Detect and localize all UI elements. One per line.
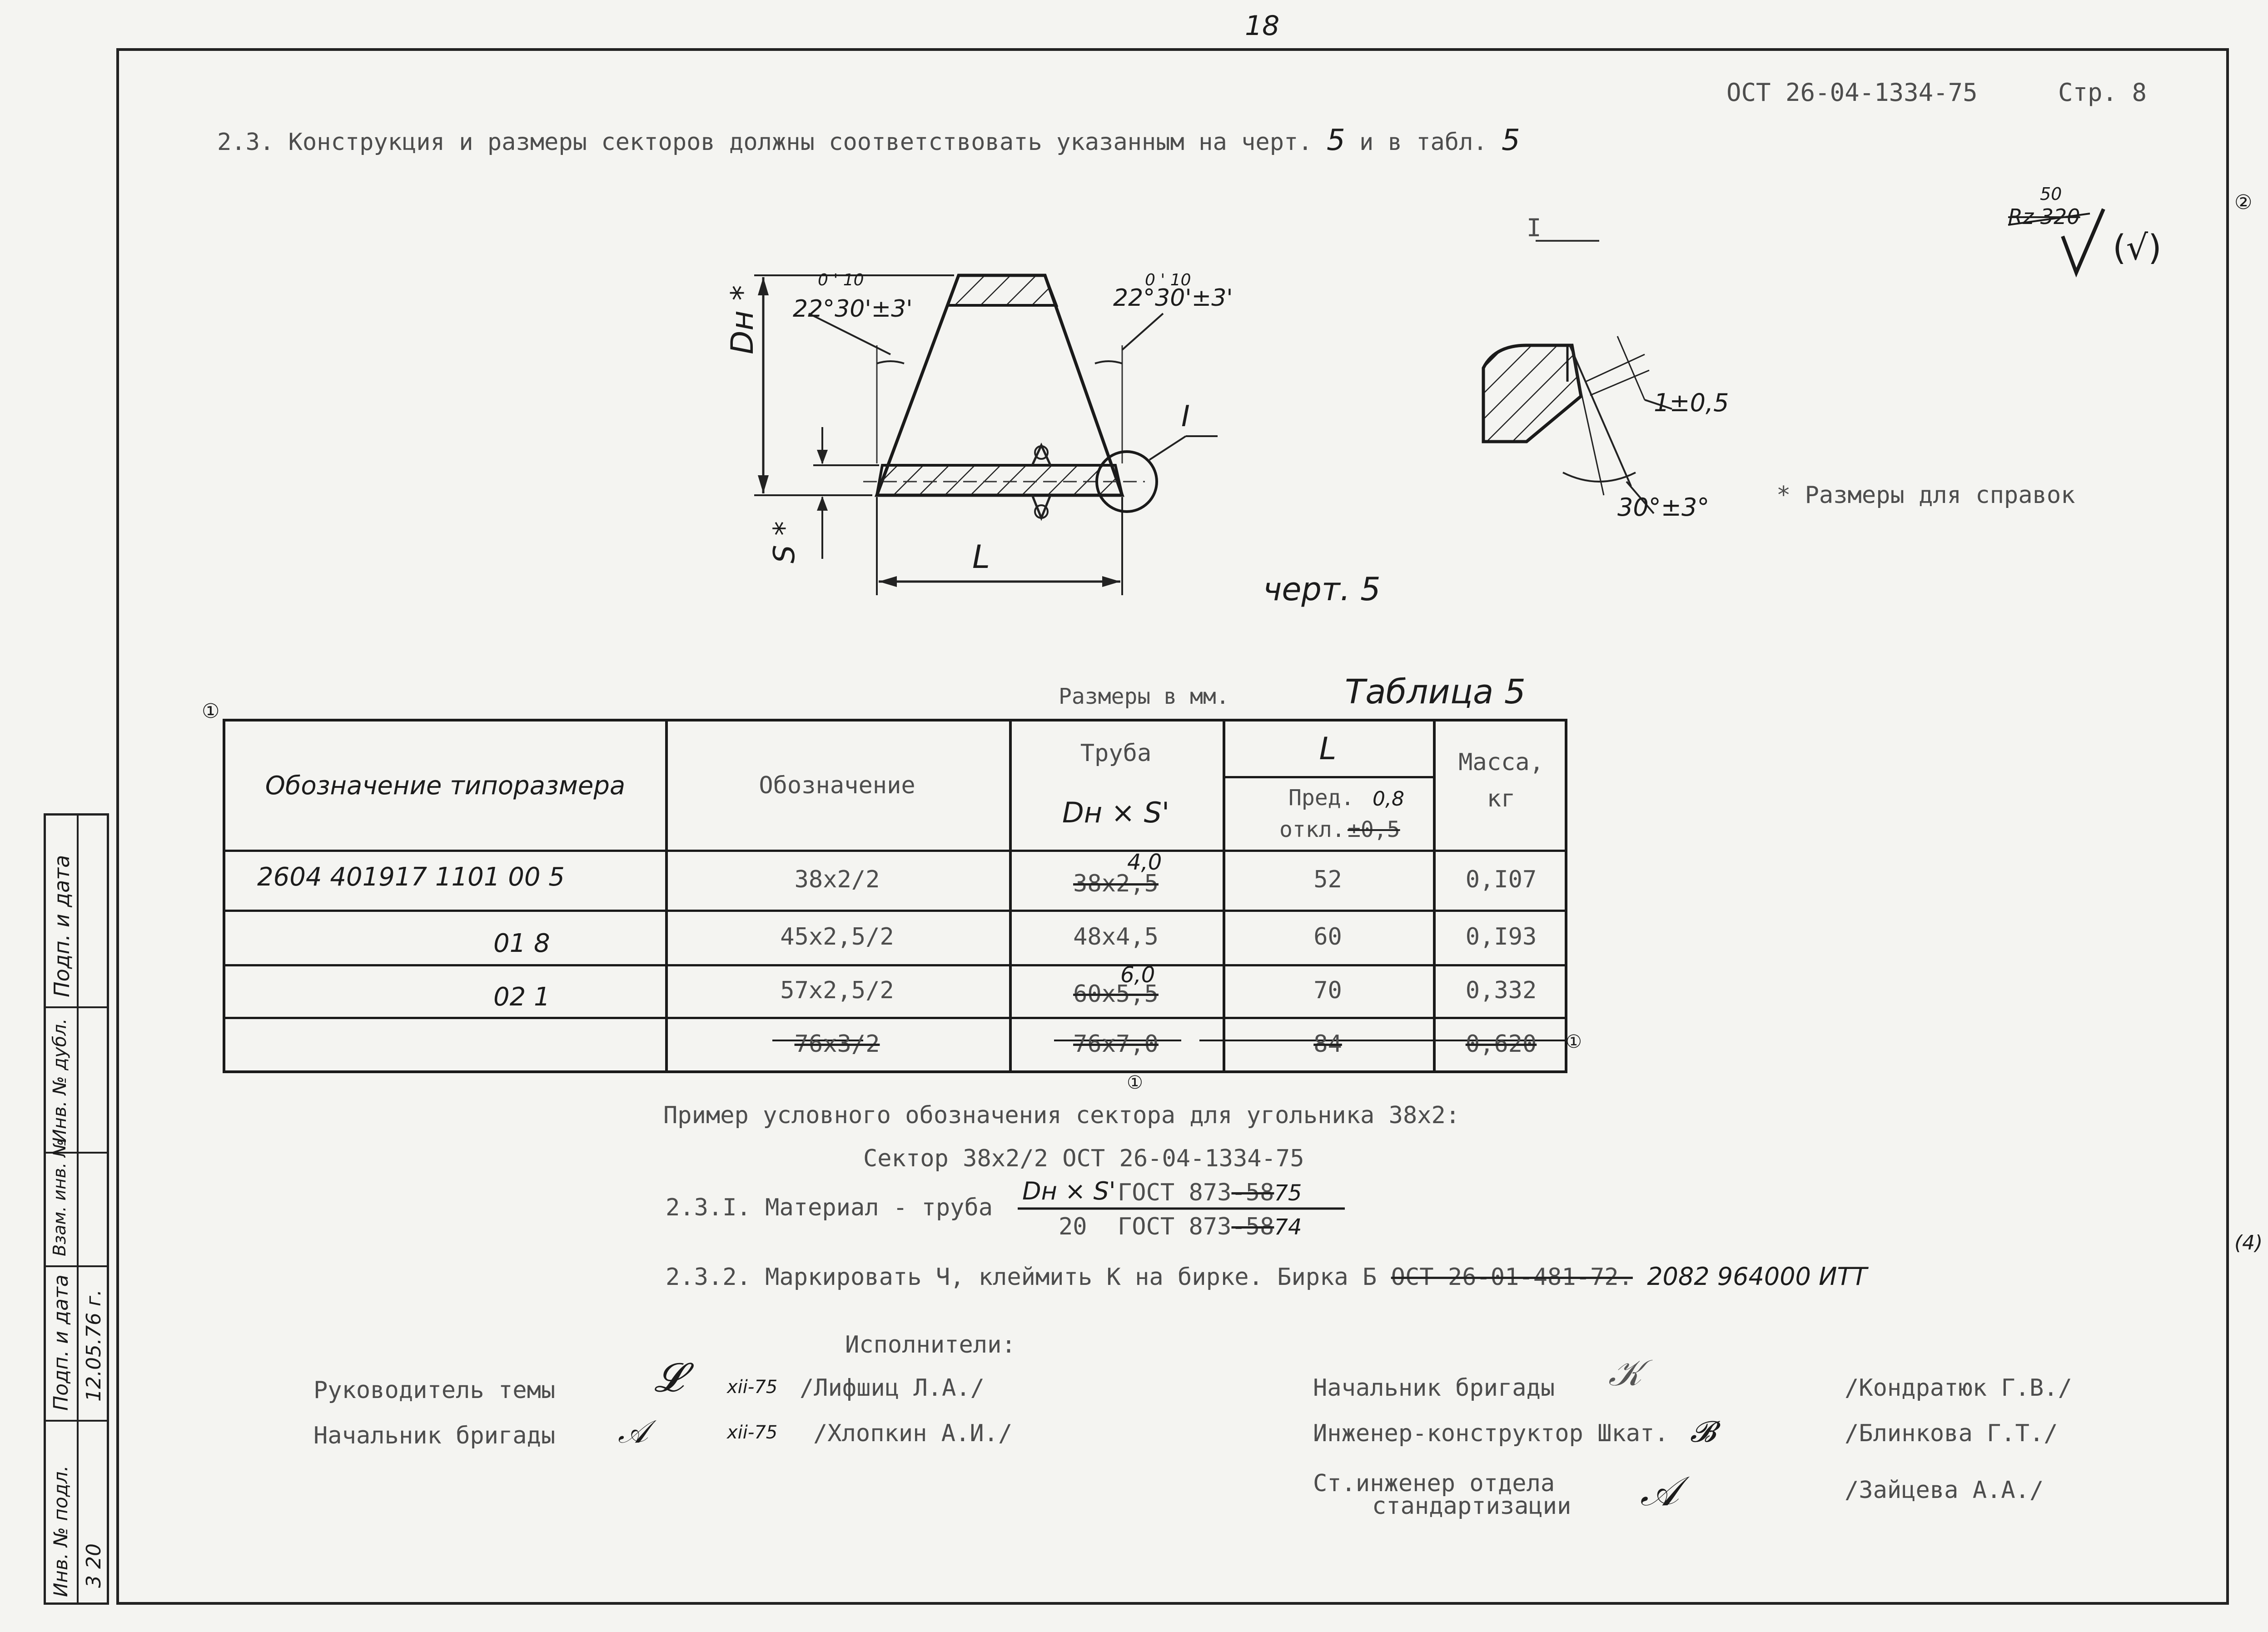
header-mass-unit: кг: [1487, 785, 1516, 812]
row3-code: 02 1: [493, 982, 550, 1012]
sig-left-1-date: xii-75: [727, 1377, 778, 1398]
stamp-label-sign-date: Подп. и дата: [50, 1274, 73, 1411]
row1-mass: 0,I07: [1465, 866, 1537, 893]
row3-pipe-old: 60x5,5: [1073, 980, 1159, 1008]
signatures-heading: Исполнители:: [845, 1331, 1016, 1358]
row1-pipe: [1009, 858, 1223, 910]
sig-left-1-signature: 𝓛: [654, 1354, 683, 1401]
stamp-value-inv: 3 20: [82, 1543, 105, 1588]
angle-arc-left: [877, 361, 904, 363]
header-l-sub-b: откл.: [1279, 817, 1345, 842]
row4-change-mark: ①: [1566, 1031, 1582, 1052]
sig-right-3-role2: стандартизации: [1372, 1493, 1572, 1520]
detail-callout-label: I: [1181, 400, 1190, 433]
clause-num-b: 5: [1502, 124, 1520, 157]
header-l: L: [1319, 731, 1337, 767]
marking-old-ref: ОСТ 26-01-481-72.: [1391, 1264, 1633, 1291]
stamp-label-inv-orig: Инв. № подл.: [50, 1465, 72, 1597]
angle-left: 22°30'±3': [793, 295, 913, 323]
material-gost2: [1118, 1213, 1302, 1240]
row1-designation: 38x2/2: [794, 866, 880, 893]
example-line2: Сектор 38x2/2 ОСТ 26-04-1334-75: [863, 1145, 1304, 1172]
margin-mark-right-1: ②: [2234, 191, 2253, 214]
row4-mass: 0,620: [1465, 1030, 1537, 1058]
row2-mass: 0,I93: [1465, 923, 1537, 950]
stamp-value-date: 12.05.76 г.: [82, 1289, 105, 1402]
sig-left-2-role: Начальник бригады: [313, 1422, 556, 1449]
label-s: S *: [768, 521, 801, 563]
detail-title: I: [1527, 214, 1542, 242]
row2-l: 60: [1313, 923, 1342, 950]
doc-code: ОСТ 26-04-1334-75: [1726, 78, 1978, 107]
material-label: 2.3.I. Материал - труба: [666, 1194, 993, 1221]
row3-mass: 0,332: [1465, 977, 1537, 1004]
dimensions-table: [223, 719, 1567, 1073]
clause-text-b: и в табл.: [1359, 129, 1487, 156]
length-dimension: [877, 497, 1122, 595]
row2-pipe: 48x4,5: [1073, 923, 1159, 950]
sig-right-1-signature: 𝒦: [1608, 1352, 1642, 1394]
sig-right-3-name: /Зайцева А.А./: [1845, 1477, 2044, 1504]
clause-num-a: 5: [1326, 124, 1345, 157]
row3-pipe: [1009, 971, 1223, 1017]
material-gost2-new: 74: [1274, 1214, 1302, 1240]
table-bottom-change-mark: ①: [1127, 1072, 1143, 1093]
angle-right: 22°30'±3': [1113, 284, 1233, 312]
material-grade: 20: [1059, 1213, 1087, 1240]
sig-right-3-role: Ст.инженер отдела: [1313, 1470, 1555, 1497]
top-page-number: 18: [1245, 10, 1280, 42]
detail-view: [1483, 241, 1672, 513]
sig-right-2-role: Инженер-конструктор Шкат.: [1313, 1420, 1669, 1447]
header-designation: Обозначение: [759, 772, 915, 799]
row3-pipe-fix: 6,0: [1120, 962, 1155, 988]
header-type-designation: Обозначение типоразмера: [265, 771, 626, 801]
fraction-bar: [1018, 1206, 1345, 1211]
marking-text: 2.3.2. Маркировать Ч, клеймить К на бирке. Бирка Б: [666, 1264, 1377, 1291]
material-gost2-old: -58: [1231, 1213, 1274, 1240]
sig-left-2-name: /Хлопкин А.И./: [813, 1420, 1013, 1447]
header-pipe-formula: Dн × S': [1062, 796, 1170, 829]
drawing-caption: черт. 5: [1263, 571, 1381, 608]
material-gost2-base: ГОСТ 873: [1118, 1213, 1232, 1240]
sig-left-2-date: xii-75: [727, 1422, 778, 1443]
example-line1: Пример условного обозначения сектора для угольника 38x2:: [663, 1102, 1460, 1129]
roughness-old: Rz 320: [2008, 204, 2080, 229]
stamp-label-sign-date-top: Подп. и дата: [50, 855, 74, 997]
row4-pipe: 76x7,0: [1073, 1030, 1159, 1058]
material-formula: Dн × S': [1022, 1177, 1116, 1205]
angle-right-tol: 0 ' 10: [1145, 271, 1191, 289]
sig-left-2-signature: 𝒜: [618, 1413, 648, 1450]
clause-text-a: 2.3. Конструкция и размеры секторов должны соответствовать указанным на черт.: [217, 129, 1313, 156]
material-gost1-old: -58: [1231, 1179, 1274, 1206]
margin-mark-right-2: (4): [2234, 1231, 2263, 1254]
stamp-label-dup-inv: Инв. № дубл.: [50, 1018, 70, 1143]
page-label: Стр. 8: [2058, 78, 2147, 107]
sig-right-2-name: /Блинкова Г.Т./: [1845, 1420, 2058, 1447]
roughness-suffix: (√): [2113, 227, 2162, 268]
header-l-tol-old: ±0,5: [1348, 817, 1400, 842]
sig-right-2-signature: 𝓑: [1690, 1415, 1716, 1449]
header-mass: Масса,: [1458, 749, 1544, 776]
sig-right-3-signature: 𝒜: [1640, 1468, 1679, 1515]
row1-code: 2604 401917 1101 00 5: [257, 862, 565, 892]
sig-right-1-name: /Кондратюк Г.В./: [1845, 1374, 2072, 1402]
thickness-dimension: [813, 427, 879, 559]
material-gost1: [1118, 1179, 1302, 1206]
trapezoid-outline: [877, 275, 1122, 495]
table-title: Таблица 5: [1345, 672, 1526, 712]
label-dn: Dн *: [725, 285, 761, 354]
table-units: Размеры в мм.: [1059, 684, 1229, 709]
row2-code: 01 8: [493, 929, 550, 958]
header-l-sub-a: Пред.: [1288, 785, 1354, 811]
sig-right-1-role: Начальник бригады: [1313, 1374, 1555, 1402]
sig-left-1-role: Руководитель темы: [313, 1377, 556, 1404]
material-gost1-base: ГОСТ 873: [1118, 1179, 1232, 1206]
header-pipe: Труба: [1080, 740, 1152, 767]
marking-clause: [666, 1262, 1867, 1291]
row1-pipe-fix: 4,0: [1127, 850, 1162, 875]
marking-new-ref: 2082 964000 ИТТ: [1647, 1262, 1867, 1291]
material-gost1-new: 75: [1274, 1180, 1302, 1206]
roughness-new: 50: [2040, 184, 2062, 204]
row3-l: 70: [1313, 977, 1342, 1004]
header-l-tol-new: 0,8: [1373, 787, 1404, 811]
sig-left-1-name: /Лифшиц Л.А./: [800, 1374, 985, 1402]
row4-l: 84: [1313, 1030, 1342, 1058]
angle-arc-right: [1095, 361, 1122, 363]
angle-left-tol: 0 ' 10: [818, 271, 864, 289]
side-stamp: [44, 813, 109, 1605]
row2-designation: 45x2,5/2: [780, 923, 894, 950]
detail-angle: 30°±3°: [1617, 493, 1710, 522]
row1-l: 52: [1313, 866, 1342, 893]
row3-designation: 57x2,5/2: [780, 977, 894, 1004]
reference-note: * Размеры для справок: [1776, 482, 2075, 509]
table-change-mark: ①: [202, 700, 220, 723]
row4-designation: 76x3/2: [794, 1030, 880, 1058]
label-l: L: [972, 538, 990, 576]
row1-pipe-old: 38x2,5: [1073, 870, 1159, 897]
stamp-label-replace-inv: Взам. инв. №: [50, 1139, 70, 1256]
detail-chamfer: 1±0,5: [1654, 388, 1729, 417]
